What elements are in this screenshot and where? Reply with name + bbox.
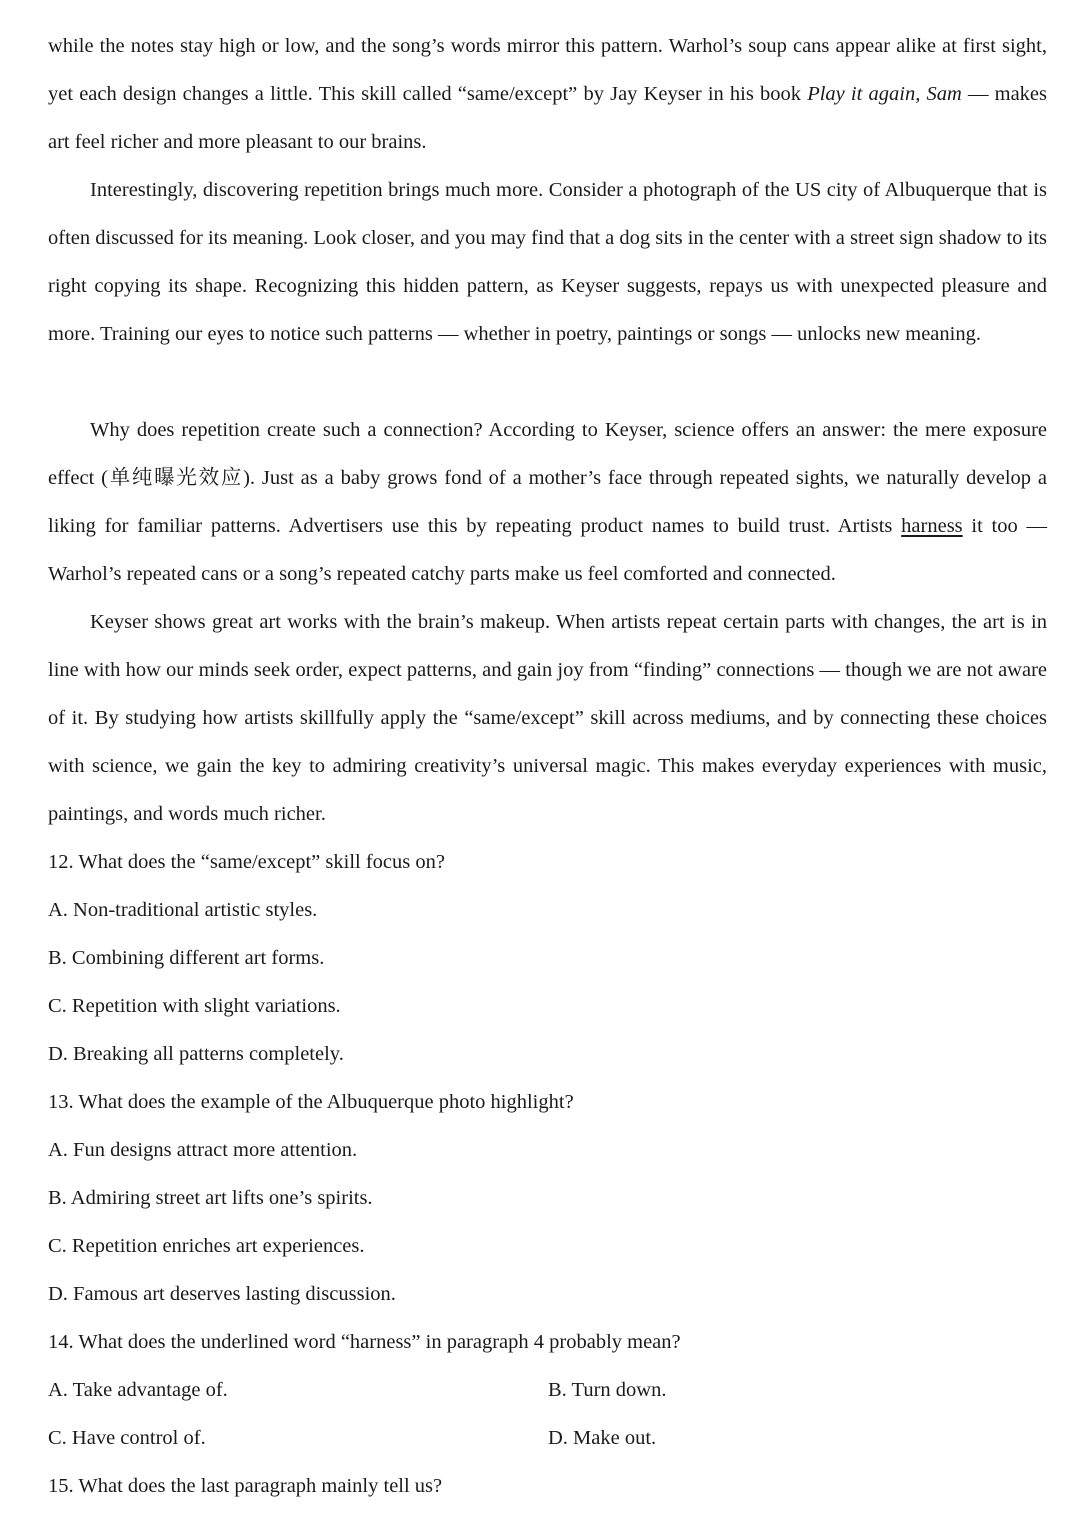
question-13-option-a: A. Fun designs attract more attention. <box>48 1139 358 1161</box>
paragraph-3-text-a: Why does repetition create such a connection? According to Keyser, science offers an answer: the mere exposure effect (单纯曝光效应). Just as a baby grows fond of a mother’s face through repeated sights, we naturally develop a liking for familiar patterns. Advertisers use this by repeating product names to build trust. Artists <box>48 419 1047 537</box>
underlined-word: harness <box>901 515 963 537</box>
question-14-stem: 14. What does the underlined word “harness” in paragraph 4 probably mean? <box>48 1331 681 1353</box>
paragraph-2: Interestingly, discovering repetition brings much more. Consider a photograph of the US city of Albuquerque that is often discussed for its meaning. Look closer, and you may find that a dog sits in the center with a street sign shadow to its right copying its shape. Recognizing this hidden pattern, as Keyser suggests, repays us with unexpected pleasure and more. Training our eyes to notice such patterns — whether in poetry, paintings or songs — unlocks new meaning. <box>48 179 1047 345</box>
paragraph-1-text-b: — makes art feel richer and more pleasant to our brains. <box>48 83 1048 153</box>
paragraph-1 <box>48 22 1047 166</box>
question-13-option-b: B. Admiring street art lifts one’s spirits. <box>48 1187 373 1209</box>
paragraph-4: Keyser shows great art works with the brain’s makeup. When artists repeat certain parts with changes, the art is in line with how our minds seek order, expect patterns, and gain joy from “finding” connections — though we are not aware of it. By studying how artists skillfully apply the “same/except” skill across mediums, and by connecting these choices with science, we gain the key to admiring creativity’s universal magic. This makes everyday experiences with music, paintings, and words much richer. <box>48 611 1047 825</box>
paragraph-3-text-b: it too — Warhol’s repeated cans or a song’s repeated catchy parts make us feel comforted and connected. <box>48 515 1047 585</box>
question-12-option-d: D. Breaking all patterns completely. <box>48 1043 344 1065</box>
question-12-stem: 12. What does the “same/except” skill focus on? <box>48 851 445 873</box>
question-12-option-b: B. Combining different art forms. <box>48 947 325 969</box>
book-title: Play it again, Sam <box>807 83 962 105</box>
question-14-option-a: A. Take advantage of. <box>48 1379 228 1401</box>
question-14-option-b: B. Turn down. <box>548 1379 667 1401</box>
question-13-option-c: C. Repetition enriches art experiences. <box>48 1235 365 1257</box>
paragraph-1-text-a: while the notes stay high or low, and the song’s words mirror this pattern. Warhol’s soup cans appear alike at first sight, yet each design changes a little. This skill called “same/except” by Jay Keyser in his book <box>48 35 1047 105</box>
question-15-stem: 15. What does the last paragraph mainly tell us? <box>48 1475 443 1497</box>
question-12-option-c: C. Repetition with slight variations. <box>48 995 341 1017</box>
question-13-stem: 13. What does the example of the Albuquerque photo highlight? <box>48 1091 574 1113</box>
question-14-option-c: C. Have control of. <box>48 1427 206 1449</box>
question-12-option-a: A. Non-traditional artistic styles. <box>48 899 318 921</box>
question-14-option-d: D. Make out. <box>548 1427 657 1449</box>
question-13-option-d: D. Famous art deserves lasting discussion. <box>48 1283 396 1305</box>
paragraph-3 <box>48 406 1047 598</box>
